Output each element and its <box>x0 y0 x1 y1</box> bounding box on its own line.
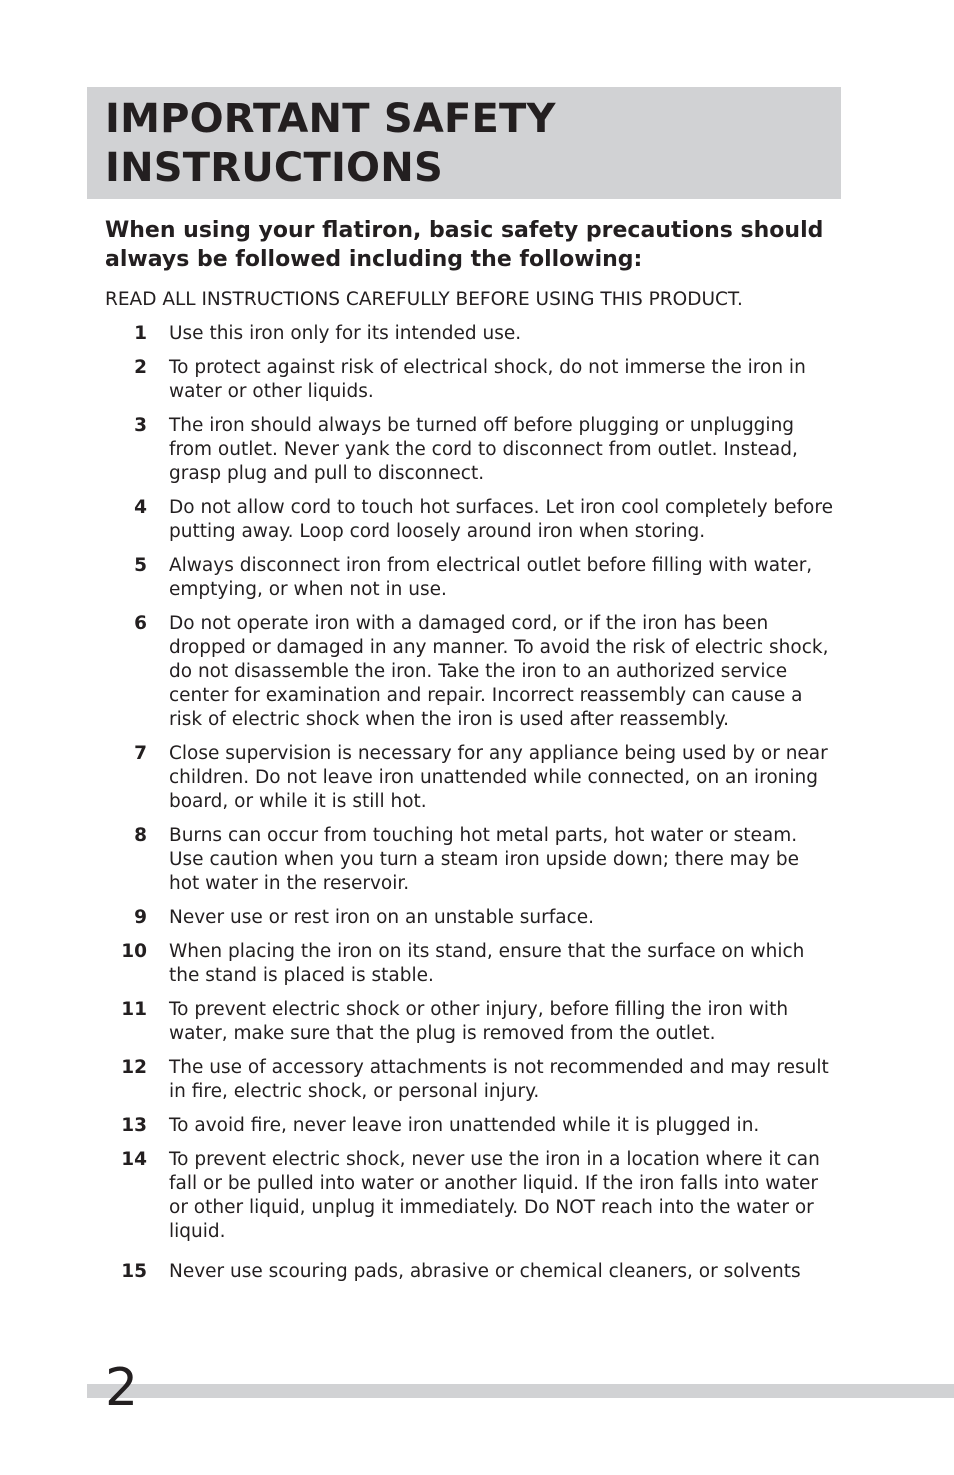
list-item <box>105 1114 835 1138</box>
list-item <box>105 612 835 732</box>
list-item <box>105 742 835 814</box>
title-banner <box>87 87 841 199</box>
item-text: The iron should always be turned off before plugging or unplugging from outlet. Never yank the cord to disconnect from outlet. Instead, grasp plug and pull to disconnect. <box>169 415 798 484</box>
page-number: 2 <box>105 1358 139 1418</box>
list-item <box>105 356 835 404</box>
list-item <box>105 322 835 346</box>
item-number: 14 <box>121 1149 147 1170</box>
page-title-line-1: IMPORTANT SAFETY <box>105 96 556 142</box>
item-text: When placing the iron on its stand, ensure that the surface on which the stand is placed is stable. <box>169 941 805 986</box>
item-text: Burns can occur from touching hot metal parts, hot water or steam. Use caution when you turn a steam iron upside down; there may be hot water in the reservoir. <box>169 825 799 894</box>
item-text: The use of accessory attachments is not recommended and may result in fire, electric shock, or personal injury. <box>169 1057 829 1102</box>
footer-bar <box>87 1384 954 1398</box>
item-text: To prevent electric shock, never use the iron in a location where it can fall or be pulled into water or another liquid. If the iron falls into water or other liquid, unplug it immediately. Do NOT reach into the water or liquid. <box>169 1149 820 1242</box>
item-text: To avoid fire, never leave iron unattended while it is plugged in. <box>169 1115 760 1136</box>
item-number: 8 <box>134 825 147 846</box>
item-number: 13 <box>121 1115 147 1136</box>
item-number: 1 <box>134 323 147 344</box>
page-title <box>105 95 841 193</box>
list-item <box>105 824 835 896</box>
list-item <box>105 998 835 1046</box>
page-title-line-2: INSTRUCTIONS <box>105 145 443 191</box>
safety-instructions-list <box>105 322 835 1294</box>
item-number: 2 <box>134 357 147 378</box>
item-text: Close supervision is necessary for any appliance being used by or near children. Do not leave iron unattended while connected, on an ironing board, or while it is still hot. <box>169 743 828 812</box>
item-text: Use this iron only for its intended use. <box>169 323 522 344</box>
item-number: 6 <box>134 613 147 634</box>
item-text: To prevent electric shock or other injury, before filling the iron with water, make sure that the plug is removed from the outlet. <box>169 999 789 1044</box>
item-number: 10 <box>121 941 147 962</box>
item-text: Never use scouring pads, abrasive or chemical cleaners, or solvents <box>169 1261 801 1282</box>
item-text: Never use or rest iron on an unstable surface. <box>169 907 595 928</box>
list-item <box>105 940 835 988</box>
item-number: 12 <box>121 1057 147 1078</box>
read-all-notice: READ ALL INSTRUCTIONS CAREFULLY BEFORE USING THIS PRODUCT. <box>105 289 743 310</box>
item-number: 5 <box>134 555 147 576</box>
item-number: 3 <box>134 415 147 436</box>
list-item <box>105 1148 835 1244</box>
item-number: 11 <box>121 999 147 1020</box>
item-text: Do not allow cord to touch hot surfaces. Let iron cool completely before putting away. Loop cord loosely around iron when storing. <box>169 497 833 542</box>
intro-heading: When using your flatiron, basic safety precautions should always be followed including the following: <box>105 218 824 272</box>
list-item <box>105 906 835 930</box>
item-number: 15 <box>121 1261 147 1282</box>
item-number: 4 <box>134 497 147 518</box>
list-item <box>105 554 835 602</box>
item-text: To protect against risk of electrical shock, do not immerse the iron in water or other liquids. <box>169 357 806 402</box>
list-item <box>105 414 835 486</box>
list-item <box>105 496 835 544</box>
list-item <box>105 1056 835 1104</box>
list-item <box>105 1260 835 1284</box>
item-text: Do not operate iron with a damaged cord, or if the iron has been dropped or damaged in any manner. To avoid the risk of electric shock, do not disassemble the iron. Take the iron to an authorized service center for examination and repair. Incorrect reassembly can cause a risk of electric shock when the iron is used after reassembly. <box>169 613 829 730</box>
item-number: 9 <box>134 907 147 928</box>
item-number: 7 <box>134 743 147 764</box>
item-text: Always disconnect iron from electrical outlet before filling with water, emptying, or when not in use. <box>169 555 813 600</box>
